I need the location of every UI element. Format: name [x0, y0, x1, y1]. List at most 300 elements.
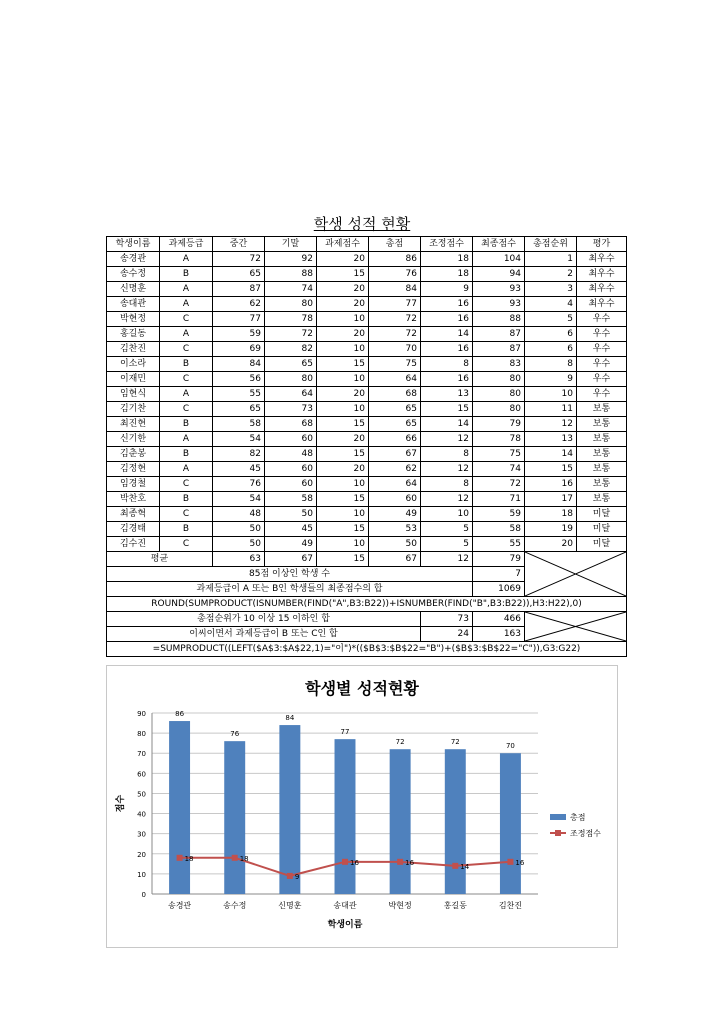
table-cell: 우수: [577, 312, 627, 327]
table-cell: 최우수: [577, 252, 627, 267]
table-cell: 74: [473, 462, 525, 477]
table-cell: 65: [265, 357, 317, 372]
column-header: 평가: [577, 237, 627, 252]
table-cell: 10: [525, 387, 577, 402]
table-cell: 50: [265, 507, 317, 522]
legend-swatch-marker: [555, 830, 561, 836]
table-cell: 우수: [577, 327, 627, 342]
table-cell: 80: [473, 402, 525, 417]
table-cell: 80: [265, 297, 317, 312]
table-cell: 보통: [577, 432, 627, 447]
summary-label: 과제등급이 A 또는 B인 학생들의 최종점수의 합: [107, 582, 473, 597]
score-chart: [106, 665, 618, 948]
table-cell: B: [160, 357, 213, 372]
table-cell: 87: [213, 282, 265, 297]
y-tick-label: 90: [137, 710, 146, 718]
average-row: [107, 552, 627, 567]
table-cell: 80: [473, 387, 525, 402]
table-row: [107, 462, 627, 477]
table-cell: 우수: [577, 372, 627, 387]
table-cell: 88: [265, 267, 317, 282]
x-tick-label: 박현정: [388, 901, 412, 910]
table-cell: 19: [525, 522, 577, 537]
table-row: [107, 327, 627, 342]
table-row: [107, 447, 627, 462]
table-cell: 18: [421, 252, 473, 267]
table-cell: 94: [473, 267, 525, 282]
table-cell: 64: [369, 372, 421, 387]
table-cell: 78: [265, 312, 317, 327]
average-value: 79: [473, 552, 525, 567]
crossed-cell: [525, 612, 627, 642]
table-cell: 20: [317, 387, 369, 402]
y-tick-label: 50: [137, 790, 146, 799]
bar: [500, 753, 521, 894]
table-cell: 53: [369, 522, 421, 537]
x-tick-label: 신명훈: [278, 901, 302, 910]
table-cell: 14: [525, 447, 577, 462]
table-cell: 55: [213, 387, 265, 402]
table-cell: 104: [473, 252, 525, 267]
table-cell: 74: [265, 282, 317, 297]
table-cell: 20: [317, 282, 369, 297]
y-tick-label: 30: [137, 830, 146, 839]
table-row: [107, 492, 627, 507]
line-data-label: 18: [184, 854, 194, 863]
bar-data-label: 84: [285, 714, 295, 723]
table-row: [107, 297, 627, 312]
table-cell: 송경관: [107, 252, 160, 267]
table-cell: 77: [369, 297, 421, 312]
table-cell: 76: [213, 477, 265, 492]
table-cell: 79: [473, 417, 525, 432]
table-cell: 우수: [577, 342, 627, 357]
table-cell: 보통: [577, 402, 627, 417]
table-cell: 6: [525, 342, 577, 357]
table-cell: 72: [265, 327, 317, 342]
summary-value: 1069: [473, 582, 525, 597]
table-cell: 54: [213, 432, 265, 447]
table-cell: 50: [213, 522, 265, 537]
table-cell: 김찬진: [107, 342, 160, 357]
bar: [335, 739, 356, 894]
table-cell: 12: [525, 417, 577, 432]
table-cell: 16: [421, 342, 473, 357]
legend-label: 총점: [570, 813, 586, 822]
table-cell: 13: [421, 387, 473, 402]
table-cell: 5: [421, 522, 473, 537]
table-cell: 김경태: [107, 522, 160, 537]
table-cell: C: [160, 312, 213, 327]
line-marker: [452, 863, 458, 869]
line-data-label: 14: [460, 862, 470, 871]
y-tick-label: 70: [137, 750, 146, 759]
table-cell: 6: [525, 327, 577, 342]
table-cell: 송수정: [107, 267, 160, 282]
table-cell: 보통: [577, 447, 627, 462]
table-cell: 78: [473, 432, 525, 447]
average-value: 67: [265, 552, 317, 567]
table-cell: 82: [265, 342, 317, 357]
table-cell: 송대관: [107, 297, 160, 312]
table-cell: 8: [525, 357, 577, 372]
table-cell: 최우수: [577, 282, 627, 297]
table-cell: 20: [317, 297, 369, 312]
line-data-label: 16: [405, 858, 415, 867]
line-marker: [397, 859, 403, 865]
table-cell: A: [160, 282, 213, 297]
table-cell: 보통: [577, 417, 627, 432]
x-tick-label: 홍길동: [443, 901, 467, 910]
formula-text: ROUND(SUMPRODUCT(ISNUMBER(FIND("A",B3:B22))+ISNUMBER(FIND("B",B3:B22)),H3:H22),0): [107, 597, 627, 612]
bar-data-label: 76: [230, 730, 240, 739]
table-cell: 최우수: [577, 297, 627, 312]
table-cell: 69: [213, 342, 265, 357]
column-header: 총점순위: [525, 237, 577, 252]
table-cell: 72: [369, 327, 421, 342]
formula-row: [107, 642, 627, 657]
table-cell: 75: [473, 447, 525, 462]
table-cell: 84: [369, 282, 421, 297]
column-header: 중간: [213, 237, 265, 252]
table-cell: 49: [265, 537, 317, 552]
table-row: [107, 372, 627, 387]
table-cell: B: [160, 447, 213, 462]
table-cell: 9: [525, 372, 577, 387]
column-header: 학생이름: [107, 237, 160, 252]
table-cell: A: [160, 327, 213, 342]
table-cell: 15: [317, 357, 369, 372]
table-cell: 64: [369, 477, 421, 492]
table-cell: 15: [317, 522, 369, 537]
table-cell: 9: [421, 282, 473, 297]
line-marker: [177, 855, 183, 861]
table-cell: C: [160, 507, 213, 522]
table-cell: 50: [369, 537, 421, 552]
table-cell: 72: [369, 312, 421, 327]
table-cell: 71: [473, 492, 525, 507]
table-cell: 8: [421, 477, 473, 492]
table-cell: 62: [213, 297, 265, 312]
table-cell: 8: [421, 357, 473, 372]
bar-data-label: 72: [395, 738, 405, 747]
line-data-label: 18: [239, 854, 249, 863]
table-cell: 45: [265, 522, 317, 537]
table-cell: 65: [369, 417, 421, 432]
x-tick-label: 송수정: [223, 901, 247, 910]
table-cell: 보통: [577, 492, 627, 507]
document-title: 학생 성적 현황: [313, 215, 411, 233]
summary-value: 163: [473, 627, 525, 642]
table-cell: 이소라: [107, 357, 160, 372]
table-cell: 박찬호: [107, 492, 160, 507]
table-cell: 55: [473, 537, 525, 552]
table-cell: 최진현: [107, 417, 160, 432]
table-cell: 93: [473, 282, 525, 297]
table-cell: 이재민: [107, 372, 160, 387]
table-cell: 미달: [577, 522, 627, 537]
table-cell: 15: [317, 447, 369, 462]
bar-data-label: 86: [175, 710, 185, 719]
table-cell: 20: [317, 252, 369, 267]
table-cell: 10: [317, 537, 369, 552]
table-cell: 12: [421, 432, 473, 447]
table-cell: 67: [369, 447, 421, 462]
x-axis-title: 학생이름: [327, 920, 363, 930]
column-header: 총점: [369, 237, 421, 252]
table-row: [107, 522, 627, 537]
table-cell: 15: [525, 462, 577, 477]
table-cell: 70: [369, 342, 421, 357]
table-cell: 최종혁: [107, 507, 160, 522]
table-row: [107, 402, 627, 417]
table-cell: B: [160, 522, 213, 537]
table-cell: C: [160, 372, 213, 387]
table-cell: 62: [369, 462, 421, 477]
table-cell: 45: [213, 462, 265, 477]
table-cell: 60: [265, 462, 317, 477]
x-tick-label: 김찬진: [498, 901, 523, 910]
table-cell: 88: [473, 312, 525, 327]
table-cell: 15: [317, 492, 369, 507]
table-cell: B: [160, 417, 213, 432]
table-cell: 65: [369, 402, 421, 417]
table-cell: 18: [525, 507, 577, 522]
table-cell: 13: [525, 432, 577, 447]
table-cell: 58: [473, 522, 525, 537]
table-cell: 10: [317, 402, 369, 417]
table-row: [107, 537, 627, 552]
table-cell: 10: [317, 372, 369, 387]
column-header: 조정점수: [421, 237, 473, 252]
header-row: [107, 237, 627, 252]
table-cell: B: [160, 492, 213, 507]
table-cell: 60: [369, 492, 421, 507]
table-cell: 65: [213, 402, 265, 417]
table-cell: 박현정: [107, 312, 160, 327]
table-cell: 18: [421, 267, 473, 282]
table-row: [107, 477, 627, 492]
table-row: [107, 282, 627, 297]
table-cell: 15: [317, 417, 369, 432]
table-cell: 83: [473, 357, 525, 372]
table-cell: 김정현: [107, 462, 160, 477]
table-cell: 보통: [577, 462, 627, 477]
table-cell: A: [160, 462, 213, 477]
table-cell: 16: [421, 372, 473, 387]
y-tick-label: 80: [137, 730, 146, 739]
table-cell: 10: [317, 312, 369, 327]
table-cell: A: [160, 297, 213, 312]
line-data-label: 16: [350, 858, 359, 867]
summary-label: 85점 이상인 학생 수: [107, 567, 473, 582]
table-cell: 2: [525, 267, 577, 282]
table-cell: 4: [525, 297, 577, 312]
line-marker: [342, 859, 348, 865]
table-row: [107, 342, 627, 357]
table-cell: 17: [525, 492, 577, 507]
summary-value: 466: [473, 612, 525, 627]
table-body: [107, 252, 627, 657]
average-value: 15: [317, 552, 369, 567]
table-cell: 보통: [577, 477, 627, 492]
table-cell: 73: [265, 402, 317, 417]
table-cell: 12: [421, 462, 473, 477]
table-cell: 87: [473, 327, 525, 342]
table-cell: 82: [213, 447, 265, 462]
table-cell: 58: [265, 492, 317, 507]
table-cell: 15: [421, 402, 473, 417]
table-cell: 68: [265, 417, 317, 432]
legend-swatch-bar: [550, 814, 566, 820]
table-cell: 김수진: [107, 537, 160, 552]
table-cell: 신기한: [107, 432, 160, 447]
y-tick-label: 0: [141, 891, 146, 899]
table-cell: 93: [473, 297, 525, 312]
table-row: [107, 252, 627, 267]
bar: [279, 725, 300, 894]
table-cell: 59: [473, 507, 525, 522]
y-axis-title: 점수: [116, 794, 126, 813]
table-cell: 임경철: [107, 477, 160, 492]
table-cell: 80: [473, 372, 525, 387]
table-cell: 20: [525, 537, 577, 552]
table-row: [107, 312, 627, 327]
summary-value: 7: [473, 567, 525, 582]
table-cell: 16: [421, 312, 473, 327]
line-marker: [232, 855, 238, 861]
table-cell: 58: [213, 417, 265, 432]
table-cell: 10: [317, 477, 369, 492]
table-cell: 20: [317, 462, 369, 477]
table-cell: 10: [421, 507, 473, 522]
table-cell: 77: [213, 312, 265, 327]
table-cell: 49: [369, 507, 421, 522]
table-cell: 92: [265, 252, 317, 267]
table-row: [107, 387, 627, 402]
bar: [224, 741, 245, 894]
table-cell: 임현식: [107, 387, 160, 402]
x-tick-label: 송대관: [333, 901, 357, 910]
table-row: [107, 417, 627, 432]
average-value: 63: [213, 552, 265, 567]
line-marker: [287, 873, 293, 879]
table-cell: 48: [265, 447, 317, 462]
chart-title: 학생별 성적현황: [305, 679, 419, 698]
average-label: 평균: [107, 552, 213, 567]
bar: [445, 749, 466, 894]
table-cell: A: [160, 432, 213, 447]
summary-value: 73: [421, 612, 473, 627]
line-marker: [507, 859, 513, 865]
summary-label: 총점순위가 10 이상 15 이하인 합: [107, 612, 421, 627]
table-row: [107, 432, 627, 447]
y-tick-label: 10: [137, 870, 146, 879]
table-cell: 미달: [577, 507, 627, 522]
table-cell: 5: [421, 537, 473, 552]
table-cell: 14: [421, 417, 473, 432]
table-cell: 50: [213, 537, 265, 552]
table-cell: 60: [265, 477, 317, 492]
table-cell: 64: [265, 387, 317, 402]
table-cell: 20: [317, 432, 369, 447]
table-row: [107, 357, 627, 372]
table-cell: 60: [265, 432, 317, 447]
table-cell: 5: [525, 312, 577, 327]
bar-data-label: 70: [505, 742, 515, 751]
line-data-label: 16: [515, 858, 525, 867]
bar: [390, 749, 411, 894]
y-tick-label: 20: [137, 850, 146, 859]
table-cell: 84: [213, 357, 265, 372]
table-cell: 10: [317, 342, 369, 357]
table-cell: 16: [525, 477, 577, 492]
table-cell: 우수: [577, 387, 627, 402]
table-cell: 20: [317, 327, 369, 342]
average-value: 12: [421, 552, 473, 567]
table-cell: 65: [213, 267, 265, 282]
table-cell: 80: [265, 372, 317, 387]
table-cell: 56: [213, 372, 265, 387]
summary-row: [107, 612, 627, 627]
average-value: 67: [369, 552, 421, 567]
table-cell: 15: [317, 267, 369, 282]
summary-value: 24: [421, 627, 473, 642]
bar: [169, 721, 190, 894]
table-cell: 75: [369, 357, 421, 372]
table-cell: 72: [473, 477, 525, 492]
table-cell: 76: [369, 267, 421, 282]
formula-row: [107, 597, 627, 612]
table-cell: 홍길동: [107, 327, 160, 342]
column-header: 기말: [265, 237, 317, 252]
table-cell: 66: [369, 432, 421, 447]
bar-data-label: 77: [340, 728, 350, 737]
crossed-cell: [525, 552, 627, 597]
table-cell: 미달: [577, 537, 627, 552]
table-cell: 김춘봉: [107, 447, 160, 462]
score-table: [106, 236, 627, 657]
table-row: [107, 267, 627, 282]
table-cell: 우수: [577, 357, 627, 372]
table-cell: 8: [421, 447, 473, 462]
table-cell: 11: [525, 402, 577, 417]
table-cell: 1: [525, 252, 577, 267]
column-header: 과제점수: [317, 237, 369, 252]
column-header: 최종점수: [473, 237, 525, 252]
y-tick-label: 40: [137, 810, 146, 819]
line-data-label: 9: [294, 872, 300, 881]
formula-text: =SUMPRODUCT((LEFT($A$3:$A$22,1)="이")*(($B$3:$B$22="B")+($B$3:$B$22="C")),G3:G22): [107, 642, 627, 657]
table-cell: C: [160, 402, 213, 417]
summary-label: 이씨이면서 과제등급이 B 또는 C인 합: [107, 627, 421, 642]
bar-data-label: 72: [450, 738, 460, 747]
table-cell: C: [160, 342, 213, 357]
table-cell: 87: [473, 342, 525, 357]
table-cell: 신명훈: [107, 282, 160, 297]
table-cell: 48: [213, 507, 265, 522]
table-cell: A: [160, 252, 213, 267]
table-cell: 54: [213, 492, 265, 507]
table-cell: 10: [317, 507, 369, 522]
y-tick-label: 60: [137, 770, 146, 779]
table-cell: 86: [369, 252, 421, 267]
legend-label: 조정점수: [570, 829, 601, 838]
table-cell: 16: [421, 297, 473, 312]
table-cell: 김기찬: [107, 402, 160, 417]
table-cell: C: [160, 477, 213, 492]
table-cell: 72: [213, 252, 265, 267]
